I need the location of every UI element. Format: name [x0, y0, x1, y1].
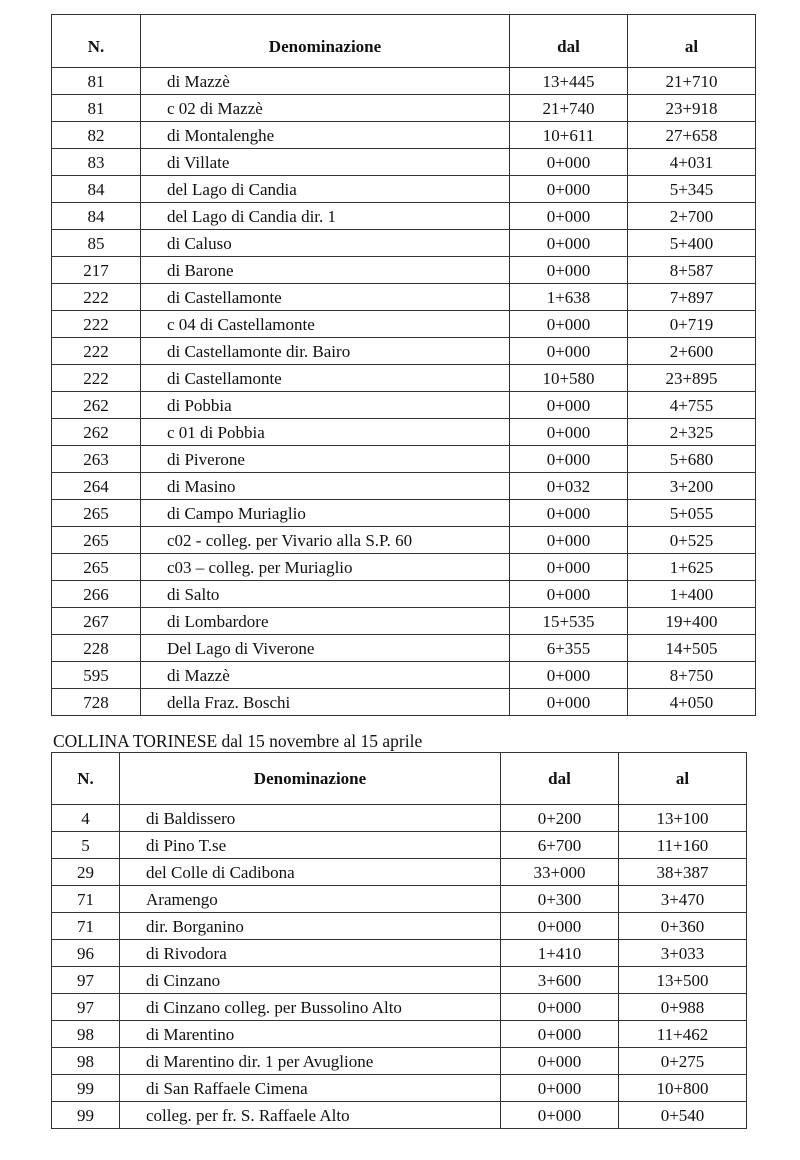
table-row [52, 635, 756, 662]
cell-denominazione: c 01 di Pobbia [141, 419, 510, 446]
table-row [52, 122, 756, 149]
table-row [52, 886, 747, 913]
header-al: al [628, 15, 756, 68]
cell-al: 11+462 [619, 1021, 747, 1048]
cell-dal: 0+000 [510, 527, 628, 554]
cell-dal: 0+000 [510, 257, 628, 284]
cell-dal: 0+000 [501, 1102, 619, 1129]
cell-denominazione: di Piverone [141, 446, 510, 473]
table-row [52, 913, 747, 940]
cell-number: 222 [52, 365, 141, 392]
cell-number: 99 [52, 1075, 120, 1102]
cell-number: 98 [52, 1048, 120, 1075]
cell-dal: 0+000 [510, 203, 628, 230]
table-row [52, 149, 756, 176]
cell-al: 7+897 [628, 284, 756, 311]
cell-dal: 15+535 [510, 608, 628, 635]
cell-denominazione: di Montalenghe [141, 122, 510, 149]
cell-number: 29 [52, 859, 120, 886]
cell-denominazione: di San Raffaele Cimena [120, 1075, 501, 1102]
cell-number: 228 [52, 635, 141, 662]
cell-dal: 0+300 [501, 886, 619, 913]
cell-number: 97 [52, 994, 120, 1021]
cell-number: 84 [52, 203, 141, 230]
cell-number: 266 [52, 581, 141, 608]
cell-denominazione: c02 - colleg. per Vivario alla S.P. 60 [141, 527, 510, 554]
cell-denominazione: c 04 di Castellamonte [141, 311, 510, 338]
cell-number: 82 [52, 122, 141, 149]
cell-denominazione: di Mazzè [141, 68, 510, 95]
cell-dal: 6+700 [501, 832, 619, 859]
cell-dal: 10+580 [510, 365, 628, 392]
cell-denominazione: di Cinzano colleg. per Bussolino Alto [120, 994, 501, 1021]
cell-dal: 0+000 [510, 581, 628, 608]
cell-dal: 21+740 [510, 95, 628, 122]
cell-al: 2+700 [628, 203, 756, 230]
cell-al: 4+050 [628, 689, 756, 716]
table-row [52, 203, 756, 230]
table-row [52, 365, 756, 392]
cell-dal: 13+445 [510, 68, 628, 95]
cell-denominazione: del Lago di Candia [141, 176, 510, 203]
cell-denominazione: di Pino T.se [120, 832, 501, 859]
table-row [52, 95, 756, 122]
cell-denominazione: Aramengo [120, 886, 501, 913]
cell-denominazione: c03 – colleg. per Muriaglio [141, 554, 510, 581]
header-denominazione: Denominazione [120, 753, 501, 805]
table-row [52, 805, 747, 832]
header-dal: dal [510, 15, 628, 68]
cell-al: 0+988 [619, 994, 747, 1021]
cell-denominazione: di Lombardore [141, 608, 510, 635]
table-row [52, 940, 747, 967]
cell-dal: 0+000 [510, 338, 628, 365]
cell-number: 265 [52, 554, 141, 581]
cell-denominazione: della Fraz. Boschi [141, 689, 510, 716]
cell-dal: 3+600 [501, 967, 619, 994]
table-row [52, 1102, 747, 1129]
cell-al: 13+100 [619, 805, 747, 832]
cell-al: 0+540 [619, 1102, 747, 1129]
table-row [52, 608, 756, 635]
header-denominazione: Denominazione [141, 15, 510, 68]
cell-number: 83 [52, 149, 141, 176]
cell-denominazione: Del Lago di Viverone [141, 635, 510, 662]
cell-number: 267 [52, 608, 141, 635]
table-row [52, 257, 756, 284]
table-row [52, 419, 756, 446]
cell-number: 5 [52, 832, 120, 859]
cell-denominazione: di Barone [141, 257, 510, 284]
cell-al: 1+400 [628, 581, 756, 608]
cell-dal: 0+000 [501, 994, 619, 1021]
cell-dal: 0+032 [510, 473, 628, 500]
cell-dal: 0+000 [501, 913, 619, 940]
cell-al: 8+750 [628, 662, 756, 689]
cell-dal: 0+000 [510, 446, 628, 473]
cell-al: 3+470 [619, 886, 747, 913]
cell-denominazione: del Colle di Cadibona [120, 859, 501, 886]
cell-denominazione: dir. Borganino [120, 913, 501, 940]
cell-number: 98 [52, 1021, 120, 1048]
table-body [52, 68, 756, 716]
cell-number: 217 [52, 257, 141, 284]
cell-al: 2+325 [628, 419, 756, 446]
cell-denominazione: c 02 di Mazzè [141, 95, 510, 122]
cell-number: 262 [52, 392, 141, 419]
header-number: N. [52, 753, 120, 805]
table-row [52, 284, 756, 311]
cell-al: 2+600 [628, 338, 756, 365]
cell-al: 0+275 [619, 1048, 747, 1075]
cell-al: 5+400 [628, 230, 756, 257]
cell-denominazione: di Villate [141, 149, 510, 176]
cell-number: 71 [52, 913, 120, 940]
table-row [52, 230, 756, 257]
cell-al: 14+505 [628, 635, 756, 662]
table-body [52, 805, 747, 1129]
cell-dal: 0+000 [510, 554, 628, 581]
cell-denominazione: del Lago di Candia dir. 1 [141, 203, 510, 230]
cell-denominazione: di Castellamonte [141, 284, 510, 311]
cell-number: 728 [52, 689, 141, 716]
cell-number: 222 [52, 284, 141, 311]
table-row [52, 662, 756, 689]
table-row [52, 392, 756, 419]
table-row [52, 994, 747, 1021]
table-row [52, 967, 747, 994]
table-row [52, 473, 756, 500]
cell-dal: 1+410 [501, 940, 619, 967]
cell-dal: 0+000 [510, 662, 628, 689]
cell-number: 97 [52, 967, 120, 994]
cell-number: 222 [52, 311, 141, 338]
cell-denominazione: di Baldissero [120, 805, 501, 832]
cell-al: 3+033 [619, 940, 747, 967]
cell-number: 265 [52, 500, 141, 527]
table-row [52, 581, 756, 608]
cell-al: 27+658 [628, 122, 756, 149]
table-row [52, 1021, 747, 1048]
cell-dal: 10+611 [510, 122, 628, 149]
cell-denominazione: di Caluso [141, 230, 510, 257]
cell-dal: 0+200 [501, 805, 619, 832]
table-row [52, 859, 747, 886]
table-row [52, 554, 756, 581]
table-row [52, 1075, 747, 1102]
cell-denominazione: di Marentino [120, 1021, 501, 1048]
cell-denominazione: di Mazzè [141, 662, 510, 689]
cell-number: 81 [52, 95, 141, 122]
cell-number: 99 [52, 1102, 120, 1129]
cell-number: 262 [52, 419, 141, 446]
cell-al: 3+200 [628, 473, 756, 500]
cell-al: 1+625 [628, 554, 756, 581]
table-row [52, 689, 756, 716]
header-dal: dal [501, 753, 619, 805]
table-header-row [52, 15, 756, 68]
cell-denominazione: di Campo Muriaglio [141, 500, 510, 527]
roads-table-1 [51, 14, 756, 716]
cell-number: 85 [52, 230, 141, 257]
cell-number: 265 [52, 527, 141, 554]
cell-al: 38+387 [619, 859, 747, 886]
cell-denominazione: di Castellamonte dir. Bairo [141, 338, 510, 365]
cell-al: 0+719 [628, 311, 756, 338]
table-row [52, 68, 756, 95]
cell-al: 13+500 [619, 967, 747, 994]
cell-denominazione: di Salto [141, 581, 510, 608]
cell-dal: 0+000 [510, 392, 628, 419]
cell-al: 5+055 [628, 500, 756, 527]
cell-dal: 0+000 [510, 500, 628, 527]
cell-dal: 33+000 [501, 859, 619, 886]
cell-dal: 0+000 [501, 1048, 619, 1075]
cell-denominazione: di Cinzano [120, 967, 501, 994]
table-row [52, 338, 756, 365]
cell-dal: 6+355 [510, 635, 628, 662]
cell-number: 96 [52, 940, 120, 967]
cell-number: 595 [52, 662, 141, 689]
cell-number: 264 [52, 473, 141, 500]
cell-al: 21+710 [628, 68, 756, 95]
table-row [52, 832, 747, 859]
table-header-row [52, 753, 747, 805]
table-row [52, 527, 756, 554]
cell-dal: 0+000 [510, 230, 628, 257]
cell-dal: 0+000 [510, 419, 628, 446]
table-row [52, 311, 756, 338]
cell-al: 4+755 [628, 392, 756, 419]
cell-dal: 0+000 [501, 1075, 619, 1102]
table-row [52, 176, 756, 203]
cell-dal: 0+000 [510, 311, 628, 338]
cell-denominazione: di Castellamonte [141, 365, 510, 392]
cell-al: 0+360 [619, 913, 747, 940]
header-number: N. [52, 15, 141, 68]
cell-denominazione: di Rivodora [120, 940, 501, 967]
cell-dal: 0+000 [510, 176, 628, 203]
table-row [52, 446, 756, 473]
cell-al: 8+587 [628, 257, 756, 284]
header-al: al [619, 753, 747, 805]
table-row [52, 1048, 747, 1075]
cell-al: 4+031 [628, 149, 756, 176]
cell-dal: 0+000 [510, 149, 628, 176]
cell-denominazione: di Masino [141, 473, 510, 500]
cell-number: 81 [52, 68, 141, 95]
cell-al: 23+895 [628, 365, 756, 392]
cell-denominazione: di Marentino dir. 1 per Avuglione [120, 1048, 501, 1075]
cell-al: 5+680 [628, 446, 756, 473]
cell-number: 84 [52, 176, 141, 203]
cell-al: 5+345 [628, 176, 756, 203]
cell-number: 4 [52, 805, 120, 832]
cell-al: 11+160 [619, 832, 747, 859]
section-caption: COLLINA TORINESE dal 15 novembre al 15 aprile [53, 731, 423, 751]
table-row [52, 500, 756, 527]
cell-al: 10+800 [619, 1075, 747, 1102]
cell-dal: 1+638 [510, 284, 628, 311]
cell-dal: 0+000 [510, 689, 628, 716]
cell-denominazione: colleg. per fr. S. Raffaele Alto [120, 1102, 501, 1129]
cell-al: 19+400 [628, 608, 756, 635]
cell-dal: 0+000 [501, 1021, 619, 1048]
cell-number: 263 [52, 446, 141, 473]
cell-number: 71 [52, 886, 120, 913]
roads-table-2 [51, 752, 747, 1129]
cell-number: 222 [52, 338, 141, 365]
cell-denominazione: di Pobbia [141, 392, 510, 419]
cell-al: 0+525 [628, 527, 756, 554]
cell-al: 23+918 [628, 95, 756, 122]
